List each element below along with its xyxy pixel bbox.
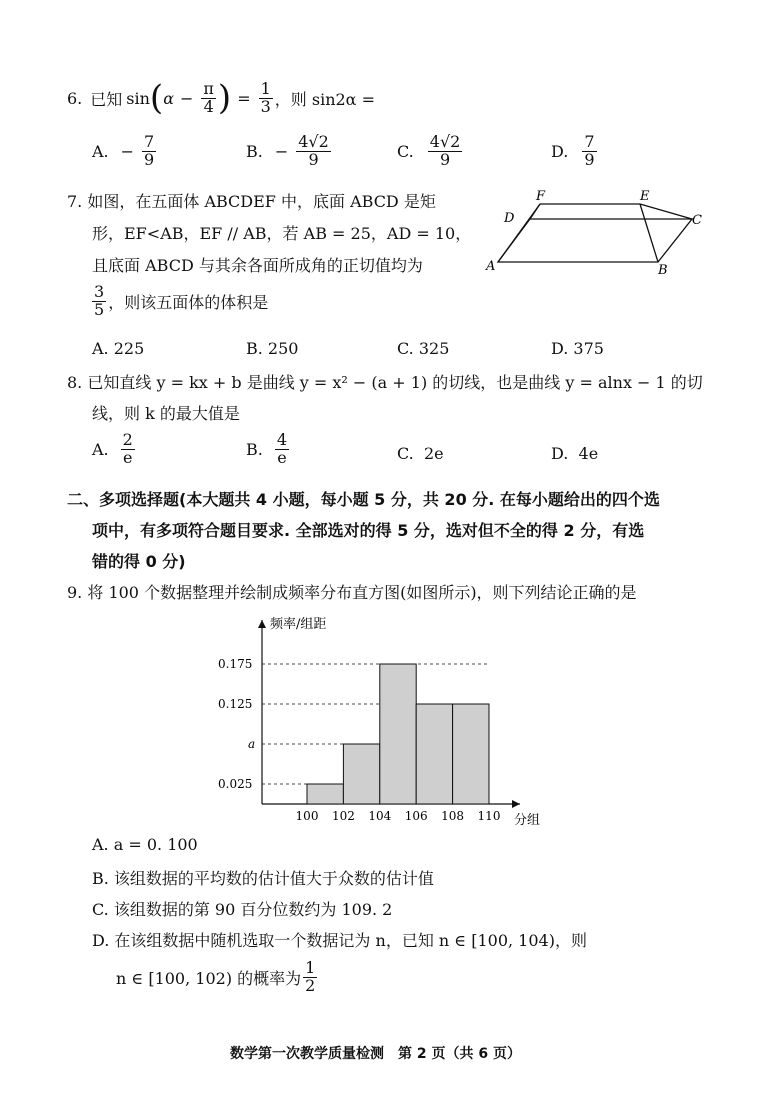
q9-option-d-cont: n ∈ [100, 102) 的概率为 $\frac{1}{2}$	[116, 958, 316, 995]
q6-option-d: D. $\frac{7}{9}$	[551, 132, 595, 169]
histogram-bar	[453, 704, 489, 804]
q7-line3: 且底面 ABCD 与其余各面所成角的正切值均为	[92, 256, 423, 275]
q7-option-c: C. 325	[397, 339, 450, 358]
y-axis-label: 频率/组距	[270, 617, 327, 632]
section2-line2: 项中，有多项符合题目要求. 全部选对的得 5 分，选对但不全的得 2 分，有选	[92, 521, 645, 540]
y-tick-label: 0.025	[218, 777, 253, 791]
q6-tail: ，则 sin2α =	[274, 89, 375, 109]
y-axis-arrow	[258, 620, 266, 628]
q9-option-b: B. 该组数据的平均数的估计值大于众数的估计值	[92, 869, 434, 888]
histogram-bar	[416, 704, 452, 804]
label-D: D	[504, 211, 515, 226]
section2-line3: 错的得 0 分)	[92, 552, 186, 571]
q8-option-b: B. $\frac{4}{e}$	[246, 430, 288, 467]
y-tick-label: a	[248, 737, 256, 751]
q7-option-d: D. 375	[551, 339, 604, 358]
y-tick-label: 0.175	[218, 657, 253, 671]
x-tick-label: 104	[368, 809, 392, 823]
x-axis-label: 分组	[514, 813, 541, 828]
histogram-bar	[307, 784, 343, 804]
label-A: A	[486, 259, 496, 274]
q7-option-b: B. 250	[246, 339, 299, 358]
q6-lead: 已知	[90, 89, 123, 109]
q6-option-b: B. − $\frac{4√2}{9}$	[246, 132, 329, 169]
section2-line1: 二、多项选择题(本大题共 4 小题，每小题 5 分，共 20 分. 在每小题给出的四个选	[67, 490, 660, 509]
frequency-histogram	[210, 610, 550, 830]
y-tick-label: 0.125	[218, 697, 253, 711]
x-axis-arrow	[512, 800, 520, 808]
label-F: F	[536, 189, 546, 204]
label-B: B	[658, 263, 668, 276]
q8-option-c: C. 2e	[397, 444, 444, 463]
label-E: E	[640, 189, 650, 204]
q6-frac-pi4: $\frac{\pi}{4}$	[203, 78, 214, 116]
q9-option-a: A. a = 0. 100	[92, 835, 198, 854]
q7-line1: 7. 如图，在五面体 ABCDEF 中，底面 ABCD 是矩	[67, 192, 436, 211]
label-C: C	[692, 213, 702, 228]
q6-alpha: α	[163, 88, 174, 108]
x-tick-label: 100	[295, 809, 319, 823]
q6-frac-13: $\frac{1}{3}$	[260, 78, 271, 116]
q7-line2: 形，EF<AB，EF // AB，若 AB = 25，AD = 10，	[92, 224, 472, 243]
q9-option-c: C. 该组数据的第 90 百分位数约为 109. 2	[92, 900, 393, 919]
q8-option-a: A. $\frac{2}{e}$	[92, 430, 133, 467]
histogram-bar	[380, 664, 416, 804]
q7-option-a: A. 225	[92, 339, 145, 358]
q8-line2: 线，则 k 的最大值是	[92, 404, 240, 423]
q9-stem: 9. 将 100 个数据整理并绘制成频率分布直方图(如图所示)，则下列结论正确的是	[67, 583, 637, 602]
q8-option-d: D. 4e	[551, 444, 599, 463]
q6-number: 6.	[67, 88, 83, 108]
q6-stem: 6. 已知 sin ( α − $\frac{\pi}{4}$ ) = $\frac{1}{3}$ ，则 sin2α =	[67, 78, 375, 118]
q6-option-a: A. − $\frac{7}{9}$	[92, 132, 155, 169]
q7-line4: $\frac{3}{5}$ ，则该五面体的体积是	[94, 282, 269, 319]
x-tick-label: 110	[477, 809, 501, 823]
q9-option-d: D. 在该组数据中随机选取一个数据记为 n，已知 n ∈ [100, 104)，则	[92, 931, 587, 950]
x-tick-label: 102	[331, 809, 355, 823]
q7-frac-35: $\frac{3}{5}$	[94, 282, 105, 319]
q6-option-c: C. $\frac{4√2}{9}$	[397, 132, 461, 169]
page-footer: 数学第一次教学质量检测 第 2 页（共 6 页）	[230, 1046, 521, 1062]
q6-sin: sin	[126, 88, 150, 108]
q6-minus: −	[180, 88, 194, 108]
x-tick-label: 108	[441, 809, 465, 823]
q8-line1: 8. 已知直线 y = kx + b 是曲线 y = x² − (a + 1) 的切线，也是曲线 y = alnx − 1 的切	[67, 373, 703, 392]
pentahedron-figure	[484, 184, 706, 276]
histogram-bar	[343, 744, 379, 804]
x-tick-label: 106	[404, 809, 428, 823]
